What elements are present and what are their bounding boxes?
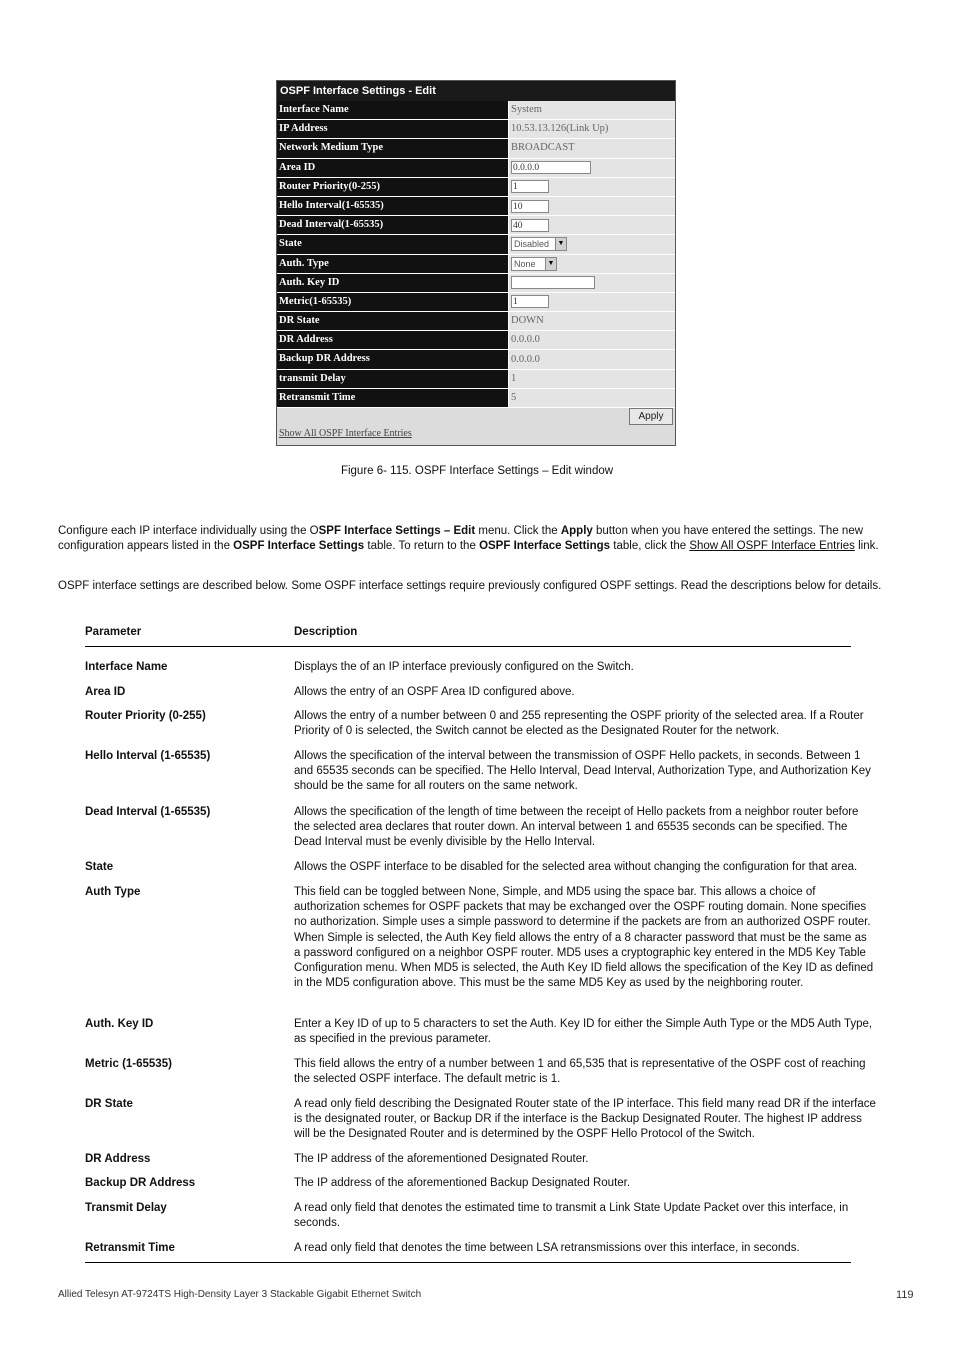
- parameter-table: [85, 626, 876, 1254]
- settings-row-label: DR State: [277, 312, 508, 330]
- parameter-name: DR Address: [85, 1153, 151, 1165]
- table-row: [85, 805, 876, 851]
- table-row: [85, 709, 876, 739]
- settings-row-value-cell: [508, 255, 675, 273]
- settings-row-value-cell: BROADCAST: [508, 139, 675, 157]
- parameter-description: Displays the of an IP interface previously configured on the Switch.: [294, 661, 634, 673]
- ospf-interface-settings-edit-panel: [276, 80, 676, 446]
- intro-text: button when you have entered the settings. The new configuration appears listed in the: [58, 525, 864, 552]
- settings-row: [277, 293, 675, 312]
- parameter-name: Retransmit Time: [85, 1242, 175, 1254]
- settings-row-label: Interface Name: [277, 101, 508, 119]
- table-row: [85, 1241, 876, 1256]
- table-header: [85, 626, 851, 647]
- intro-bold-apply: Apply: [560, 525, 593, 537]
- parameter-name: Hello Interval (1-65535): [85, 750, 211, 762]
- settings-row-label: Retransmit Time: [277, 389, 508, 407]
- settings-select[interactable]: [511, 237, 567, 251]
- show-all-entries-link[interactable]: Show All OSPF Interface Entries: [279, 428, 412, 439]
- settings-row: [277, 331, 675, 350]
- header-description: Description: [294, 626, 358, 638]
- settings-row-value-cell: 5: [508, 389, 675, 407]
- settings-input[interactable]: 10: [511, 200, 549, 213]
- settings-row-value-cell: 0.0.0.0: [508, 350, 675, 368]
- table-row: [85, 885, 876, 991]
- table-bottom-rule: [85, 1262, 851, 1263]
- parameter-description: A read only field describing the Designated Router state of the IP interface. This field many read DR if the interface is the designated router, or Backup DR if the interface is the Backup Designated Router. The highest IP address will be the Designated Router and is determined by the OSPF Hello Protocol of the Switch.: [294, 1098, 876, 1141]
- settings-row-value-cell: System: [508, 101, 675, 119]
- settings-row: [277, 255, 675, 274]
- settings-row-label: State: [277, 235, 508, 253]
- settings-row-label: transmit Delay: [277, 370, 508, 388]
- parameter-name: Transmit Delay: [85, 1202, 167, 1214]
- intro-bold-table: OSPF Interface Settings: [233, 540, 365, 552]
- parameter-description: Allows the entry of a number between 0 and 255 representing the OSPF priority of the selected area. If a Router Priority of 0 is selected, the Switch cannot be elected as the Designated Router for the network.: [294, 710, 864, 738]
- table-row: [85, 1017, 876, 1047]
- page-number: 119: [896, 1289, 914, 1301]
- intro-text: table. To return to the: [364, 540, 480, 552]
- settings-row-value-cell: [508, 159, 675, 177]
- settings-row: [277, 178, 675, 197]
- parameter-name: Auth. Key ID: [85, 1018, 154, 1030]
- settings-row-value-cell: [508, 197, 675, 215]
- settings-input[interactable]: 0.0.0.0: [511, 161, 591, 174]
- parameter-name: DR State: [85, 1098, 133, 1110]
- parameter-name: Dead Interval (1-65535): [85, 806, 211, 818]
- settings-row-value-cell: [508, 178, 675, 196]
- table-row: [85, 660, 876, 675]
- parameter-name: Metric (1-65535): [85, 1058, 172, 1070]
- intro-text: link.: [854, 540, 879, 552]
- settings-input[interactable]: 1: [511, 180, 549, 193]
- settings-row-label: Auth. Key ID: [277, 274, 508, 292]
- parameter-description: The IP address of the aforementioned Backup Designated Router.: [294, 1177, 631, 1189]
- parameter-name: Backup DR Address: [85, 1177, 196, 1189]
- settings-input[interactable]: 40: [511, 219, 549, 232]
- table-row: [85, 685, 876, 700]
- table-row: [85, 749, 876, 795]
- intro-bold-menu: SPF Interface Settings – Edit: [318, 525, 476, 537]
- table-row: [85, 860, 876, 875]
- settings-row-label: Dead Interval(1-65535): [277, 216, 508, 234]
- settings-row-value-cell: 0.0.0.0: [508, 331, 675, 349]
- figure-caption: Figure 6- 115. OSPF Interface Settings – Edit window: [340, 465, 614, 477]
- chevron-down-icon[interactable]: ▼: [545, 258, 556, 270]
- parameter-description: Allows the entry of an OSPF Area ID configured above.: [294, 686, 575, 698]
- settings-row: [277, 370, 675, 389]
- parameter-name: State: [85, 861, 114, 873]
- parameter-name: Router Priority (0-255): [85, 710, 206, 722]
- parameter-description: Allows the specification of the interval between the transmission of OSPF Hello packets, in seconds. Between 1 and 65535 seconds can be specified. The Hello Interval, Dead Interval, Authorization Type, and Authorization Key should be the same for all routers on the same network.: [294, 750, 871, 793]
- settings-row-label: Area ID: [277, 159, 508, 177]
- settings-row-label: IP Address: [277, 120, 508, 138]
- settings-row-value-cell: 1: [508, 370, 675, 388]
- footer-product: Allied Telesyn AT-9724TS High-Density Layer 3 Stackable Gigabit Ethernet Switch: [58, 1289, 422, 1300]
- settings-select[interactable]: [511, 257, 557, 271]
- panel-title: OSPF Interface Settings - Edit: [277, 81, 675, 101]
- table-row: [85, 1152, 876, 1167]
- chevron-down-icon[interactable]: ▼: [555, 238, 566, 250]
- parameter-name: Auth Type: [85, 886, 141, 898]
- settings-row-label: Backup DR Address: [277, 350, 508, 368]
- settings-row: [277, 312, 675, 331]
- select-value: Disabled: [514, 239, 550, 250]
- parameter-description: This field allows the entry of a number between 1 and 65,535 that is representative of the OSPF cost of reaching the selected OSPF interface. The default metric is 1.: [294, 1058, 866, 1086]
- intro-text: menu. Click the: [475, 525, 561, 537]
- settings-row-label: Network Medium Type: [277, 139, 508, 157]
- settings-input[interactable]: 1: [511, 295, 549, 308]
- table-row: [85, 1057, 876, 1087]
- settings-row-value-cell: [508, 293, 675, 311]
- intro-paragraph-1: [58, 524, 898, 554]
- parameter-description: The IP address of the aforementioned Designated Router.: [294, 1153, 589, 1165]
- table-row: [85, 1201, 876, 1231]
- settings-row: [277, 350, 675, 369]
- parameter-description: Allows the specification of the length of time between the receipt of Hello packets from a neighbor router before the selected area declares that router down. An interval between 1 and 65535 seconds can be specified. The Dead Interval must be evenly divisible by the Hello Interval.: [294, 806, 859, 849]
- apply-button[interactable]: Apply: [629, 408, 673, 425]
- settings-row-value-cell: [508, 216, 675, 234]
- parameter-description: Allows the OSPF interface to be disabled for the selected area without changing the configuration for that area.: [294, 861, 858, 873]
- settings-row-label: Metric(1-65535): [277, 293, 508, 311]
- intro-show-all-link[interactable]: Show All OSPF Interface Entries: [689, 540, 855, 552]
- settings-row: [277, 101, 675, 120]
- parameter-description: This field can be toggled between None, Simple, and MD5 using the space bar. This allows a choice of authorization schemes for OSPF packets that may be exchanged over the OSPF routing domain. None specifies no authorization. Simple uses a simple password to determine if the packets are from an authorized OSPF router. When Simple is selected, the Auth Key field allows the entry of a 8 character password that must be the same as a password configured on a neighbor OSPF router. MD5 uses a cryptographic key entered in the MD5 Key Table Configuration menu. When MD5 is selected, the Auth Key ID field allows the specification of the Key ID as defined in the MD5 configuration above. This must be the same MD5 Key as used by the neighboring router.: [294, 886, 874, 990]
- settings-input[interactable]: [511, 276, 595, 289]
- table-row: [85, 1097, 876, 1143]
- settings-row: [277, 389, 675, 408]
- parameter-name: Area ID: [85, 686, 126, 698]
- settings-rows: [277, 101, 675, 408]
- intro-text: Configure each IP interface individually using the O: [58, 525, 319, 537]
- intro-text: table, click the: [610, 540, 690, 552]
- settings-row-value-cell: [508, 274, 675, 292]
- settings-row-label: Hello Interval(1-65535): [277, 197, 508, 215]
- settings-row-value-cell: 10.53.13.126(Link Up): [508, 120, 675, 138]
- intro-bold-table: OSPF Interface Settings: [479, 540, 611, 552]
- parameter-name: Interface Name: [85, 661, 168, 673]
- settings-row-label: Auth. Type: [277, 255, 508, 273]
- header-parameter: Parameter: [85, 626, 142, 638]
- settings-row: [277, 120, 675, 139]
- settings-row: [277, 159, 675, 178]
- settings-row: [277, 274, 675, 293]
- settings-row: [277, 139, 675, 158]
- parameter-description: Enter a Key ID of up to 5 characters to set the Auth. Key ID for either the Simple Auth Type or the MD5 Auth Type, as specified in the previous parameter.: [294, 1018, 873, 1046]
- select-value: None: [514, 258, 536, 269]
- settings-row-value-cell: [508, 235, 675, 253]
- settings-row-label: DR Address: [277, 331, 508, 349]
- settings-row-label: Router Priority(0-255): [277, 178, 508, 196]
- table-row: [85, 1176, 876, 1191]
- parameter-description: A read only field that denotes the estimated time to transmit a Link State Update Packet over this interface, in seconds.: [294, 1202, 849, 1230]
- intro-paragraph-2: OSPF interface settings are described below. Some OSPF interface settings require previously configured OSPF settings. Read the descriptions below for details.: [58, 580, 882, 592]
- settings-row: [277, 197, 675, 216]
- settings-row: [277, 216, 675, 235]
- settings-row-value-cell: DOWN: [508, 312, 675, 330]
- parameter-description: A read only field that denotes the time between LSA retransmissions over this interface, in seconds.: [294, 1242, 800, 1254]
- settings-row: [277, 235, 675, 254]
